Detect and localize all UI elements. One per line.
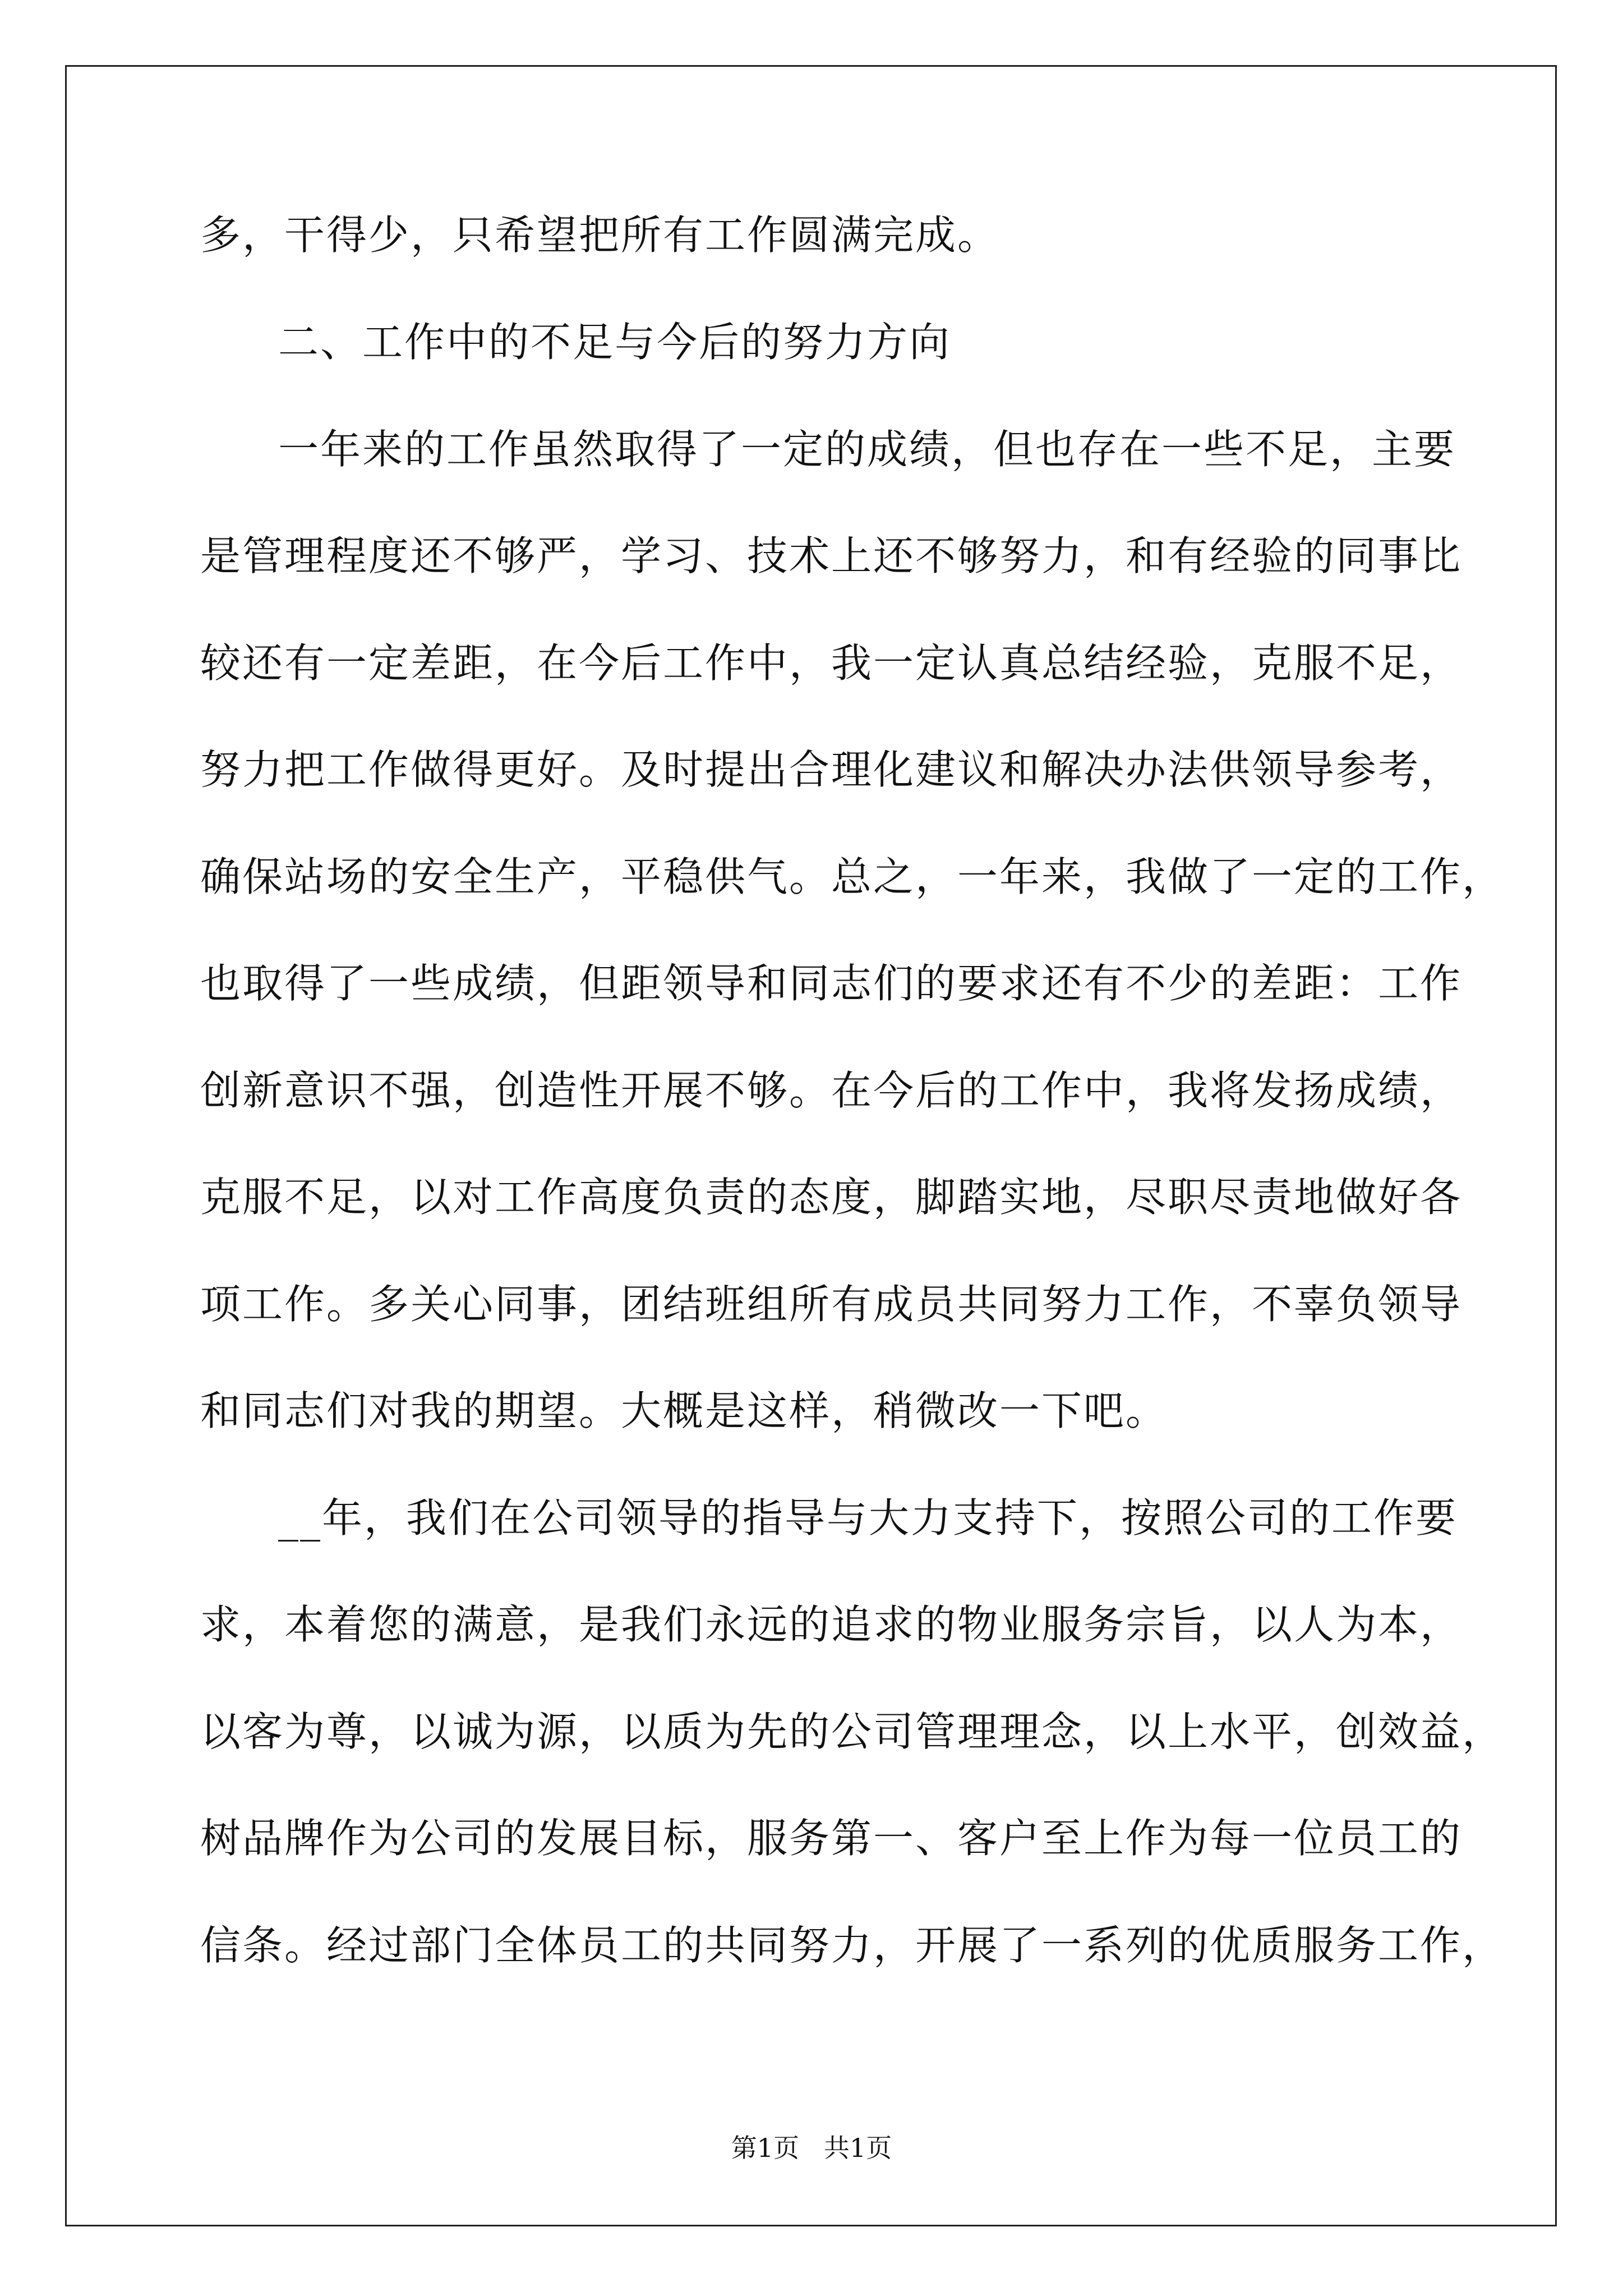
text-line: 一年来的工作虽然取得了一定的成绩，但也存在一些不足，主要	[278, 426, 1456, 473]
text-line: 项工作。多关心同事，团结班组所有成员共同努力工作，不辜负领导	[200, 1281, 1463, 1328]
text-line: 也取得了一些成绩，但距领导和同志们的要求还有不少的差距：工作	[200, 960, 1463, 1007]
text-line: 努力把工作做得更好。及时提出合理化建议和解决办法供领导参考，	[200, 746, 1463, 793]
text-line: 确保站场的安全生产，平稳供气。总之，一年来，我做了一定的工作，	[200, 853, 1505, 900]
text-line: 较还有一定差距，在今后工作中，我一定认真总结经验，克服不足，	[200, 639, 1463, 687]
page-border	[65, 65, 1557, 2226]
text-line: __年，我们在公司领导的指导与大力支持下，按照公司的工作要	[278, 1494, 1458, 1542]
text-line: 是管理程度还不够严，学习、技术上还不够努力，和有经验的同事比	[200, 532, 1463, 579]
text-line: 多，干得少，只希望把所有工作圆满完成。	[200, 211, 1000, 259]
text-line: 以客为尊，以诚为源，以质为先的公司管理理念，以上水平，创效益，	[200, 1708, 1505, 1755]
section-heading: 二、工作中的不足与今后的努力方向	[278, 319, 952, 366]
text-line: 求，本着您的满意，是我们永远的追求的物业服务宗旨，以人为本，	[200, 1601, 1463, 1648]
page-number-footer: 第1页 共1页	[731, 2133, 892, 2163]
text-line: 创新意识不强，创造性开展不够。在今后的工作中，我将发扬成绩，	[200, 1067, 1463, 1114]
text-line: 树品牌作为公司的发展目标，服务第一、客户至上作为每一位员工的	[200, 1815, 1463, 1862]
text-line: 和同志们对我的期望。大概是这样，稍微改一下吧。	[200, 1387, 1168, 1434]
text-line: 信条。经过部门全体员工的共同努力，开展了一系列的优质服务工作，	[200, 1922, 1505, 1969]
text-line: 克服不足，以对工作高度负责的态度，脚踏实地，尽职尽责地做好各	[200, 1174, 1463, 1221]
